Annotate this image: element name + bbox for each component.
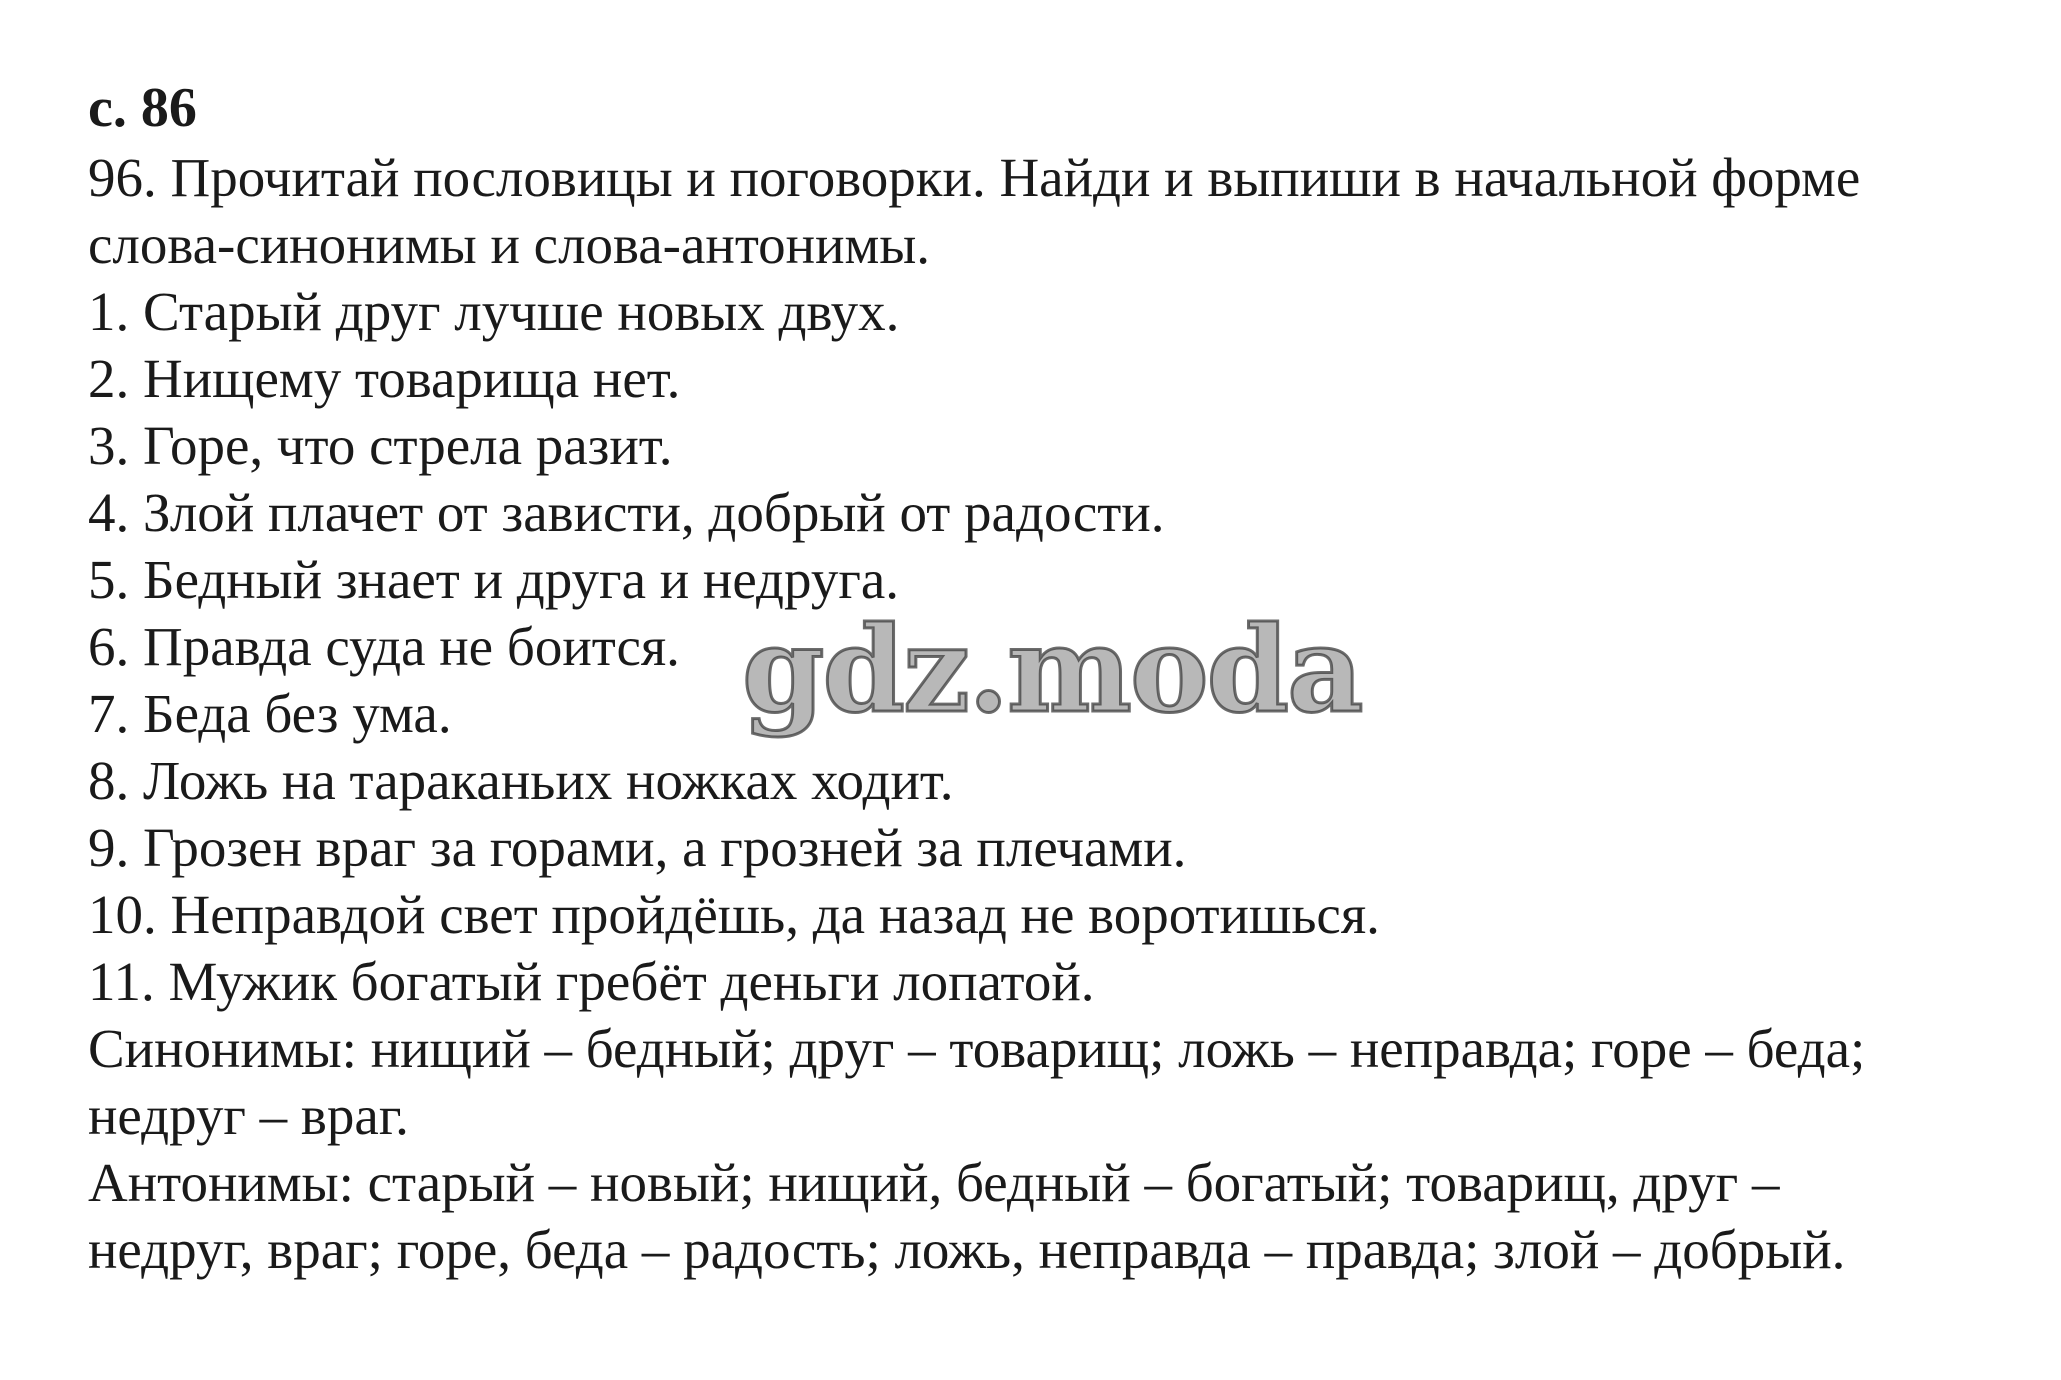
watermark-logo: gdz.moda [742, 600, 1362, 739]
proverb-item: 6. Правда суда не боится. [88, 616, 680, 677]
antonyms-line: недруг, враг; горе, беда – радость; ложь, неправда – правда; злой – добрый. [88, 1219, 1846, 1280]
proverb-item: 1. Старый друг лучше новых двух. [88, 281, 900, 342]
antonyms-answer [88, 1149, 2018, 1283]
synonyms-line: недруг – враг. [88, 1085, 409, 1146]
antonyms-line: Антонимы: старый – новый; нищий, бедный – богатый; товарищ, друг – [88, 1152, 1780, 1213]
proverb-item: 2. Нищему товарища нет. [88, 348, 681, 409]
proverb-item: 7. Беда без ума. [88, 683, 452, 744]
document-page [88, 72, 2018, 1283]
proverb-item: 11. Мужик богатый гребёт деньги лопатой. [88, 951, 1095, 1012]
task-line: слова-синонимы и слова-антонимы. [88, 214, 931, 275]
proverb-item: 9. Грозен враг за горами, а грозней за плечами. [88, 817, 1187, 878]
synonyms-answer [88, 1015, 2018, 1149]
proverb-item: 3. Горе, что стрела разит. [88, 415, 673, 476]
page-number: с. 86 [88, 77, 197, 139]
proverb-item: 5. Бедный знает и друга и недруга. [88, 549, 900, 610]
proverb-item: 4. Злой плачет от зависти, добрый от радости. [88, 482, 1165, 543]
proverb-item: 8. Ложь на тараканьих ножках ходит. [88, 750, 954, 811]
task-statement [88, 144, 2018, 278]
proverb-item: 10. Неправдой свет пройдёшь, да назад не воротишься. [88, 884, 1380, 945]
task-line: 96. Прочитай пословицы и поговорки. Найди и выпиши в начальной форме [88, 147, 1861, 208]
proverb-list [88, 278, 2018, 1015]
synonyms-line: Синонимы: нищий – бедный; друг – товарищ; ложь – неправда; горе – беда; [88, 1018, 1866, 1079]
